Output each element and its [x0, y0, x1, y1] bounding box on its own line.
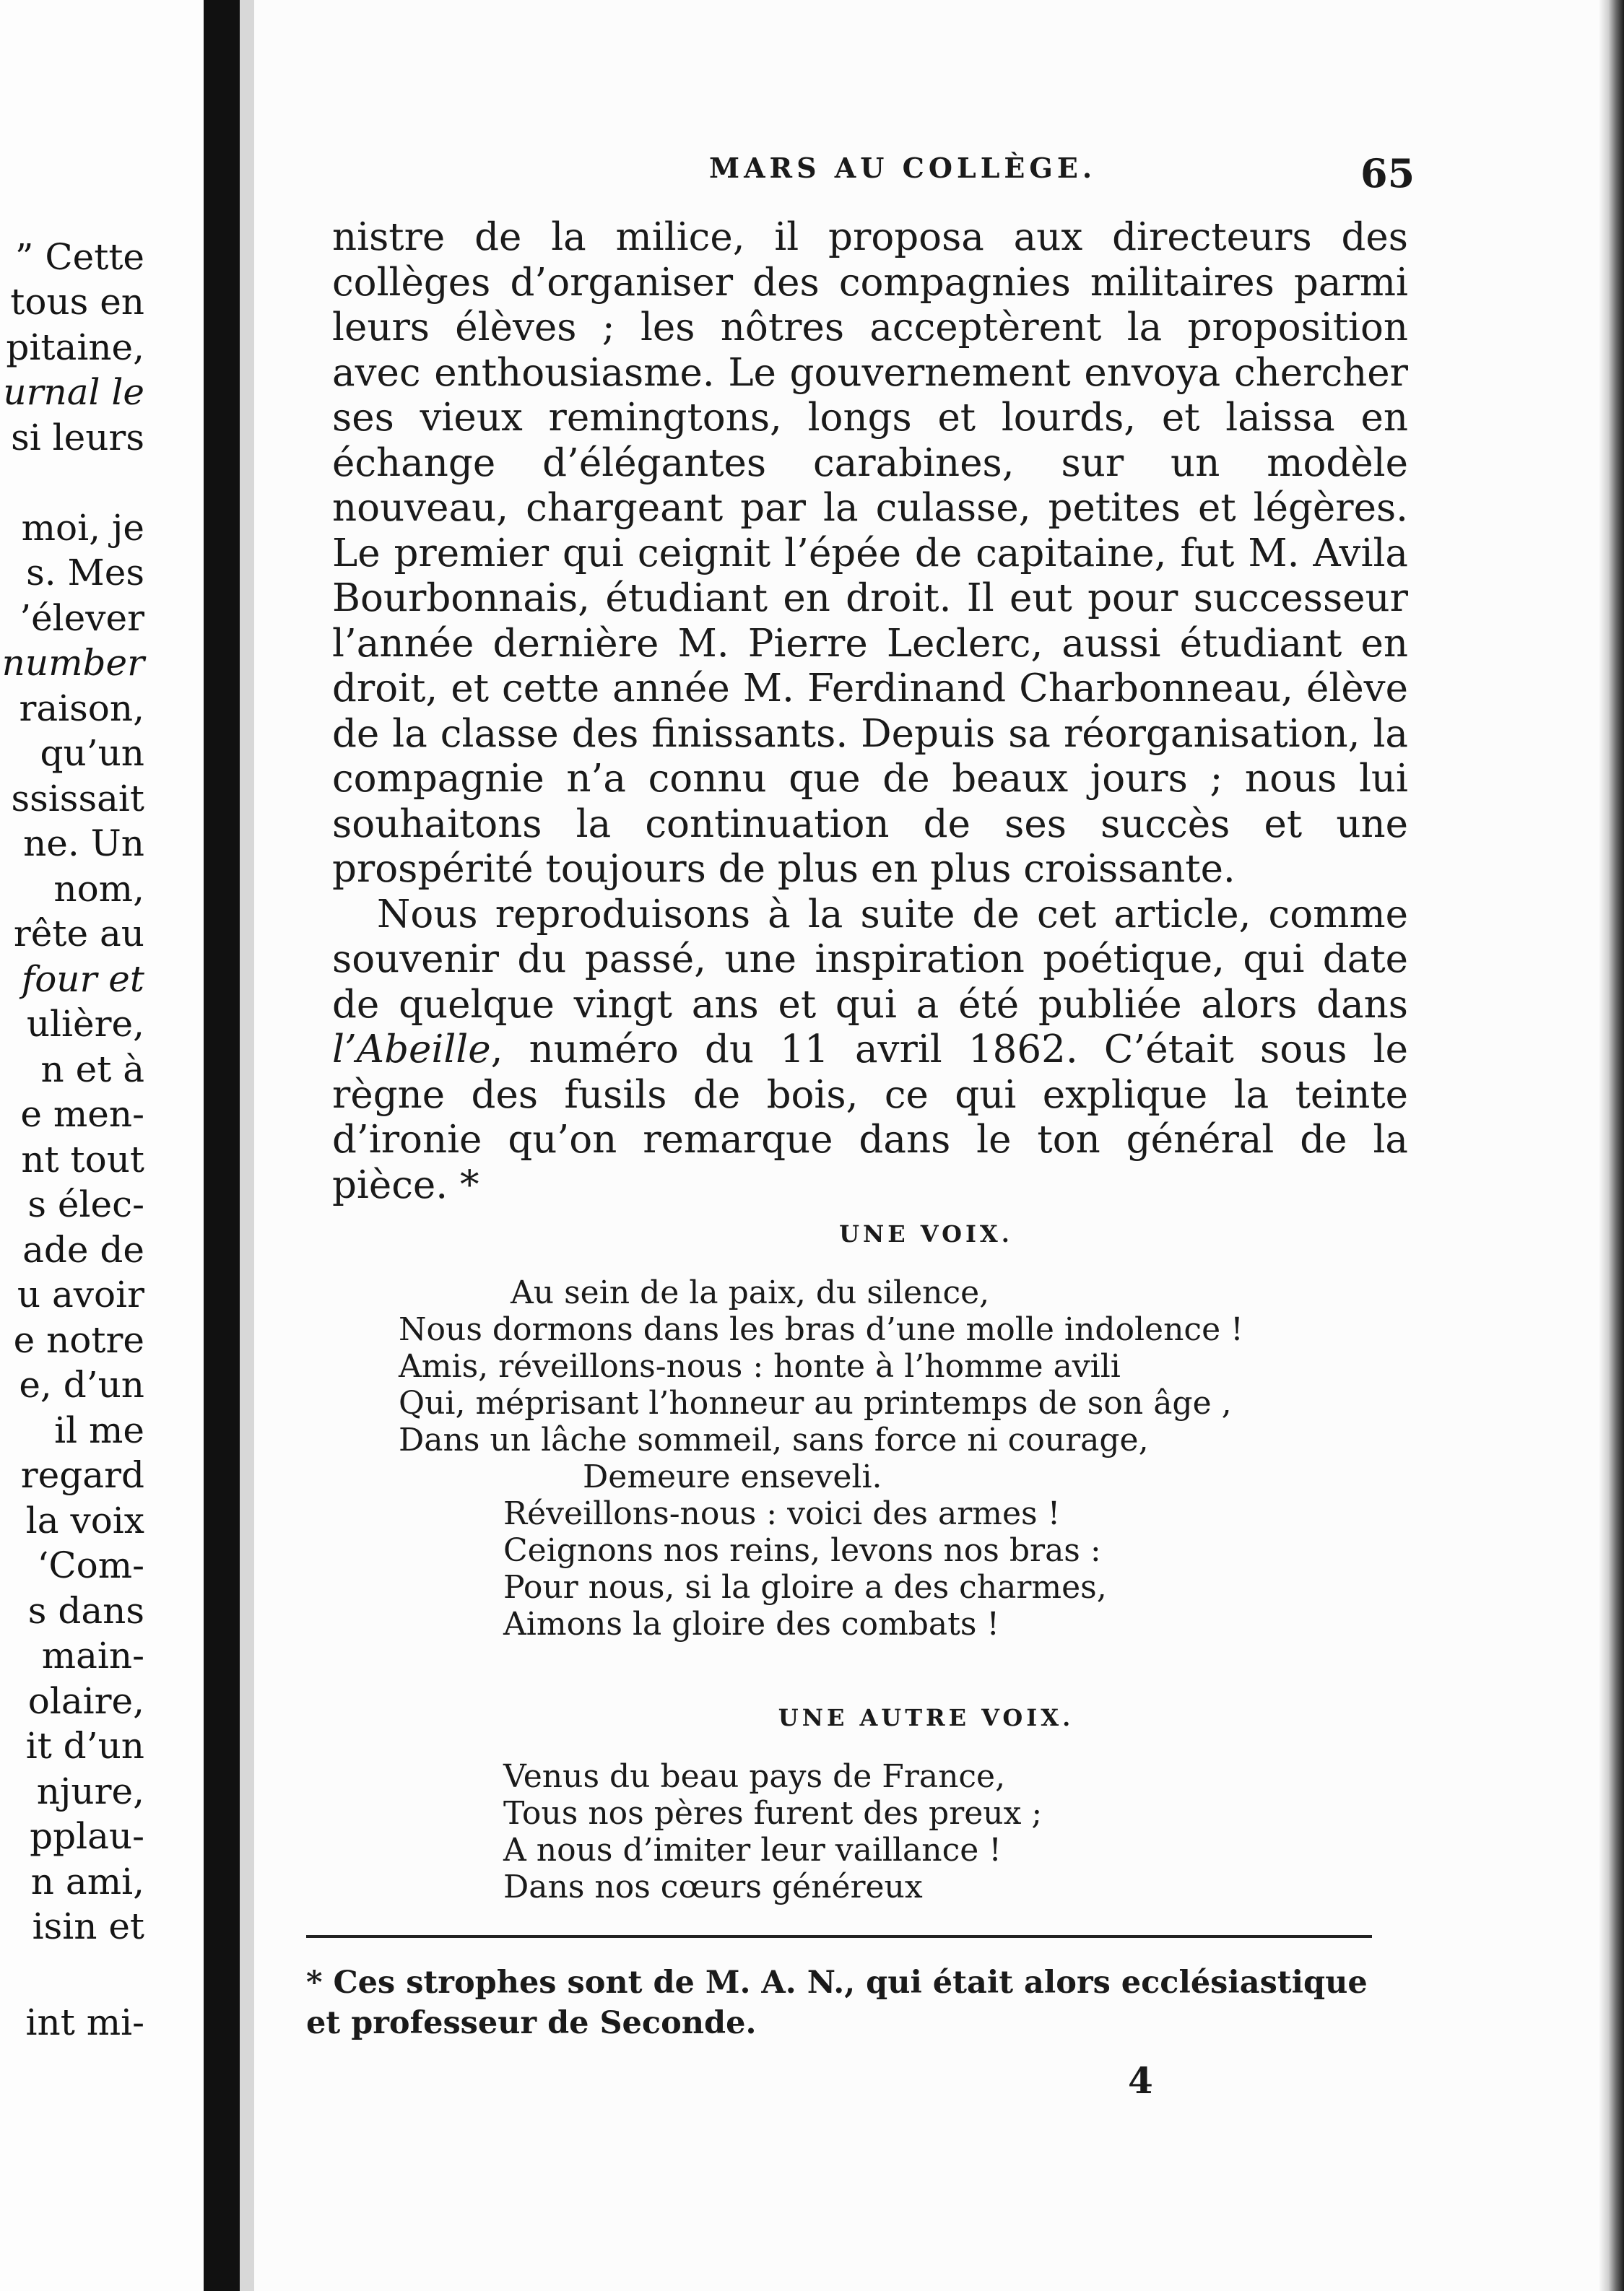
- verse-line: Pour nous, si la gloire a des charmes,: [503, 1569, 1107, 1606]
- verse-line: Qui, méprisant l’honneur au printemps de son âge ,: [399, 1385, 1232, 1422]
- facing-line: n ami,: [30, 1861, 144, 1903]
- facing-line: olaire,: [27, 1680, 144, 1722]
- verse-line: Demeure enseveli.: [583, 1458, 882, 1495]
- verse-line: Réveillons-nous : voici des armes !: [503, 1495, 1061, 1532]
- facing-line: regard: [20, 1454, 144, 1496]
- facing-line: ssissait: [11, 778, 144, 820]
- facing-line: nt tout: [21, 1139, 144, 1181]
- facing-line: ade de: [22, 1229, 144, 1271]
- facing-page-fragment: [0, 0, 204, 2291]
- verse-line: Dans nos cœurs généreux: [503, 1869, 923, 1905]
- facing-line: int mi-: [25, 2001, 144, 2043]
- verse-line: Amis, réveillons-nous : honte à l’homme avili: [399, 1348, 1121, 1385]
- facing-line: nom,: [53, 868, 144, 910]
- facing-line: moi, je: [21, 507, 144, 549]
- facing-line: e notre: [13, 1319, 144, 1361]
- facing-line: ” Cette: [14, 236, 144, 278]
- poem-section-title: UNE VOIX.: [839, 1220, 1013, 1248]
- facing-line: si leurs: [11, 417, 144, 458]
- facing-line: urnal le: [3, 371, 144, 413]
- book-gutter-shadow: [204, 0, 240, 2291]
- book-gutter-fold: [240, 0, 254, 2291]
- facing-line: pitaine,: [6, 326, 144, 368]
- poem-section-title: UNE AUTRE VOIX.: [778, 1704, 1074, 1731]
- book-page: [254, 0, 1598, 2291]
- facing-line: s. Mes: [26, 552, 144, 594]
- facing-line: njure,: [36, 1770, 144, 1812]
- paragraph-text: , numéro du 11 avril 1862. C’était sous le règne des fusils de bois, ce qui explique la teinte d’ironie qu’on remarque dans le ton général de la pièce. *: [332, 1027, 1408, 1207]
- verse-line: Tous nos pères furent des preux ;: [503, 1795, 1043, 1832]
- facing-line: number: [1, 642, 144, 684]
- verse-line: Au sein de la paix, du silence,: [511, 1274, 990, 1311]
- running-title: MARS AU COLLÈGE.: [709, 152, 1097, 184]
- facing-line: ‘Com-: [37, 1544, 144, 1586]
- facing-line: pplau-: [30, 1815, 144, 1857]
- facing-line: la voix: [25, 1500, 144, 1542]
- facing-line: s élec-: [27, 1183, 144, 1225]
- facing-line: four et: [21, 958, 144, 1000]
- paragraph-continued: nistre de la milice, il proposa aux directeurs des collèges d’organiser des compagnies militaires parmi leurs élèves ; les nôtres acceptèrent la proposition avec enthousiasme. Le gouvernement envoya chercher ses vieux remingtons, longs et lourds, et laissa en échange d’élégantes carabines, sur un modèle nouveau, chargeant par la culasse, petites et légères. Le premier qui ceignit l’épée de capitaine, fut M. Avila Bourbonnais, étudiant en droit. Il eut pour successeur l’année dernière M. Pierre Leclerc, aussi étudiant en droit, et cette année M. Ferdinand Charbonneau, élève de la classe des finissants. Depuis sa réorganisation, la compagnie n’a connu que de beaux jours ; nous lui souhaitons la continuation de ses succès et une prospérité toujours de plus en plus croissante.: [332, 215, 1408, 891]
- facing-line: main-: [41, 1635, 144, 1677]
- facing-line: e, d’un: [19, 1364, 144, 1406]
- verse-line: A nous d’imiter leur vaillance !: [503, 1832, 1002, 1869]
- facing-line: rête au: [13, 913, 144, 955]
- verse-line: Venus du beau pays de France,: [503, 1758, 1006, 1795]
- paragraph-text: Nous reproduisons à la suite de cet article, comme souvenir du passé, une inspiration poétique, qui date de quelque vingt ans et qui a été publiée alors dans: [332, 892, 1408, 1027]
- facing-line: qu’un: [40, 732, 144, 774]
- facing-line: isin et: [32, 1905, 144, 1947]
- facing-line: raison,: [19, 687, 144, 729]
- body-text: [332, 215, 1408, 1208]
- verse-line: Aimons la gloire des combats !: [503, 1606, 1000, 1643]
- facing-line: u avoir: [17, 1274, 144, 1316]
- facing-line: ne. Un: [23, 822, 144, 864]
- facing-line: ulière,: [26, 1003, 144, 1045]
- facing-line: tous en: [10, 281, 144, 323]
- facing-line: it d’un: [25, 1725, 144, 1767]
- footnote: * Ces strophes sont de M. A. N., qui était alors ecclésiastique et professeur de Seconde.: [306, 1965, 1368, 2041]
- page-edge-shadow: [1598, 0, 1624, 2291]
- paragraph-introduction: [332, 892, 1408, 1209]
- verse-line: Nous dormons dans les bras d’une molle indolence !: [399, 1311, 1243, 1348]
- facing-line: n et à: [40, 1048, 144, 1090]
- verse-line: Dans un lâche sommeil, sans force ni courage,: [399, 1422, 1149, 1458]
- verse-line: Ceignons nos reins, levons nos bras :: [503, 1532, 1101, 1569]
- facing-line: il me: [54, 1409, 144, 1451]
- page-number: 65: [1360, 150, 1415, 196]
- facing-line: e men-: [20, 1093, 144, 1135]
- signature-mark: 4: [1128, 2059, 1153, 2102]
- facing-line: ’élever: [19, 597, 144, 639]
- journal-title: l’Abeille: [332, 1027, 491, 1071]
- facing-line: s dans: [27, 1590, 144, 1632]
- footnote-rule: [306, 1935, 1372, 1938]
